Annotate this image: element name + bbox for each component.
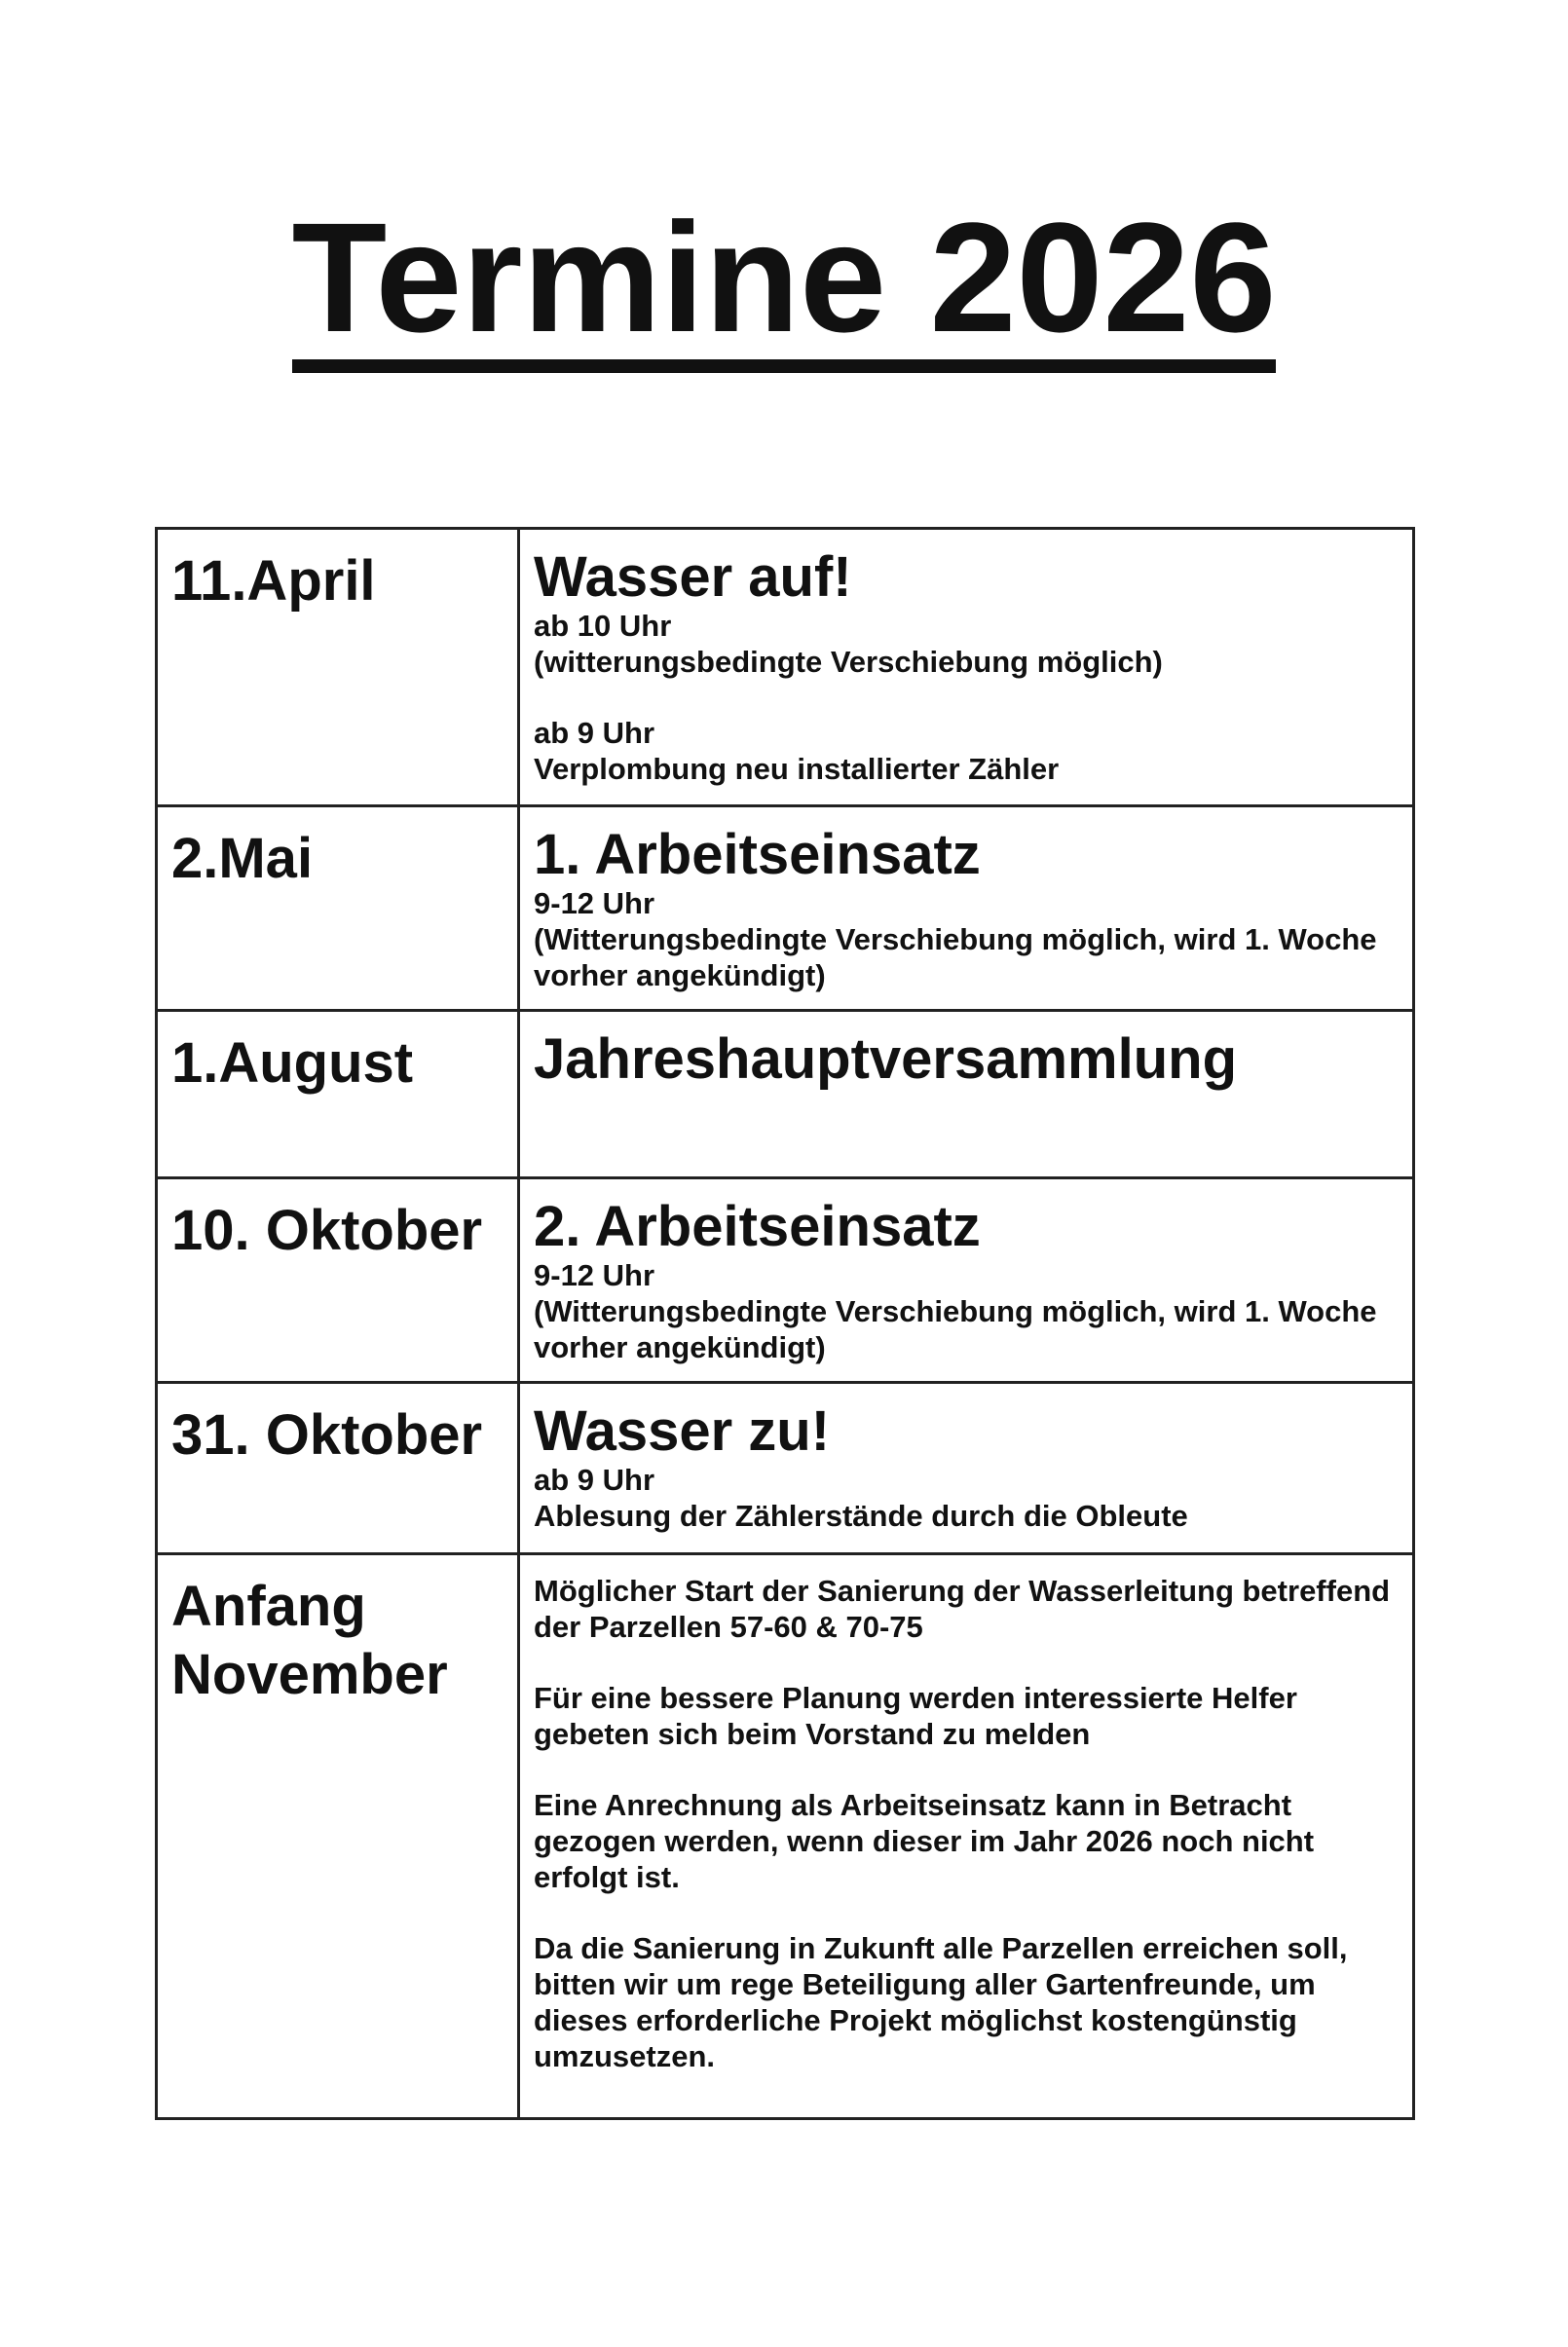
event-time: ab 9 Uhr (534, 1463, 655, 1497)
page-title: Termine 2026 (0, 200, 1568, 373)
event-time: ab 9 Uhr (534, 716, 655, 750)
event-title: Jahreshauptversammlung (534, 1027, 1238, 1091)
event-description (519, 529, 1414, 806)
table-row (157, 1383, 1414, 1554)
event-paragraph: Für eine bessere Planung werden interessierte Helfer gebeten sich beim Vorstand zu melden (534, 1681, 1297, 1751)
event-date: 10. Oktober (157, 1178, 519, 1383)
event-note: (witterungsbedingte Verschiebung möglich) (534, 645, 1163, 679)
event-note: (Witterungsbedingte Verschiebung möglich, wird 1. Woche vorher angekündigt) (534, 922, 1377, 992)
event-description (519, 1383, 1414, 1554)
event-description (519, 1554, 1414, 2119)
event-date: 31. Oktober (157, 1383, 519, 1554)
event-date: 11.April (157, 529, 519, 806)
event-time: 9-12 Uhr (534, 1258, 655, 1292)
table-row (157, 1554, 1414, 2119)
event-paragraph: Eine Anrechnung als Arbeitseinsatz kann in Betracht gezogen werden, wenn dieser im Jahr 2026 noch nicht erfolgt ist. (534, 1788, 1315, 1894)
table-row (157, 529, 1414, 806)
event-note: (Witterungsbedingte Verschiebung möglich, wird 1. Woche vorher angekündigt) (534, 1294, 1377, 1364)
event-title: Wasser zu! (534, 1399, 831, 1463)
event-description (519, 1178, 1414, 1383)
event-description (519, 1011, 1414, 1178)
event-time: 9-12 Uhr (534, 886, 655, 920)
event-title: 1. Arbeitseinsatz (534, 823, 981, 886)
event-note: Verplombung neu installierter Zähler (534, 752, 1060, 786)
event-time: ab 10 Uhr (534, 609, 672, 643)
event-paragraph: Da die Sanierung in Zukunft alle Parzellen erreichen soll, bitten wir um rege Beteiligung aller Gartenfreunde, um dieses erforderliche Projekt möglichst kostengünstig umzusetzen. (534, 1931, 1348, 2073)
event-date: Anfang November (157, 1554, 519, 2119)
event-date: 1.August (157, 1011, 519, 1178)
event-paragraph: Möglicher Start der Sanierung der Wasserleitung betreffend der Parzellen 57-60 & 70-75 (534, 1574, 1391, 1644)
table-row (157, 1178, 1414, 1383)
event-title: 2. Arbeitseinsatz (534, 1195, 981, 1258)
table-row (157, 1011, 1414, 1178)
event-date: 2.Mai (157, 806, 519, 1011)
schedule-table (155, 527, 1415, 2120)
table-row (157, 806, 1414, 1011)
event-title: Wasser auf! (534, 545, 852, 609)
event-description (519, 806, 1414, 1011)
event-note: Ablesung der Zählerstände durch die Obleute (534, 1499, 1188, 1533)
